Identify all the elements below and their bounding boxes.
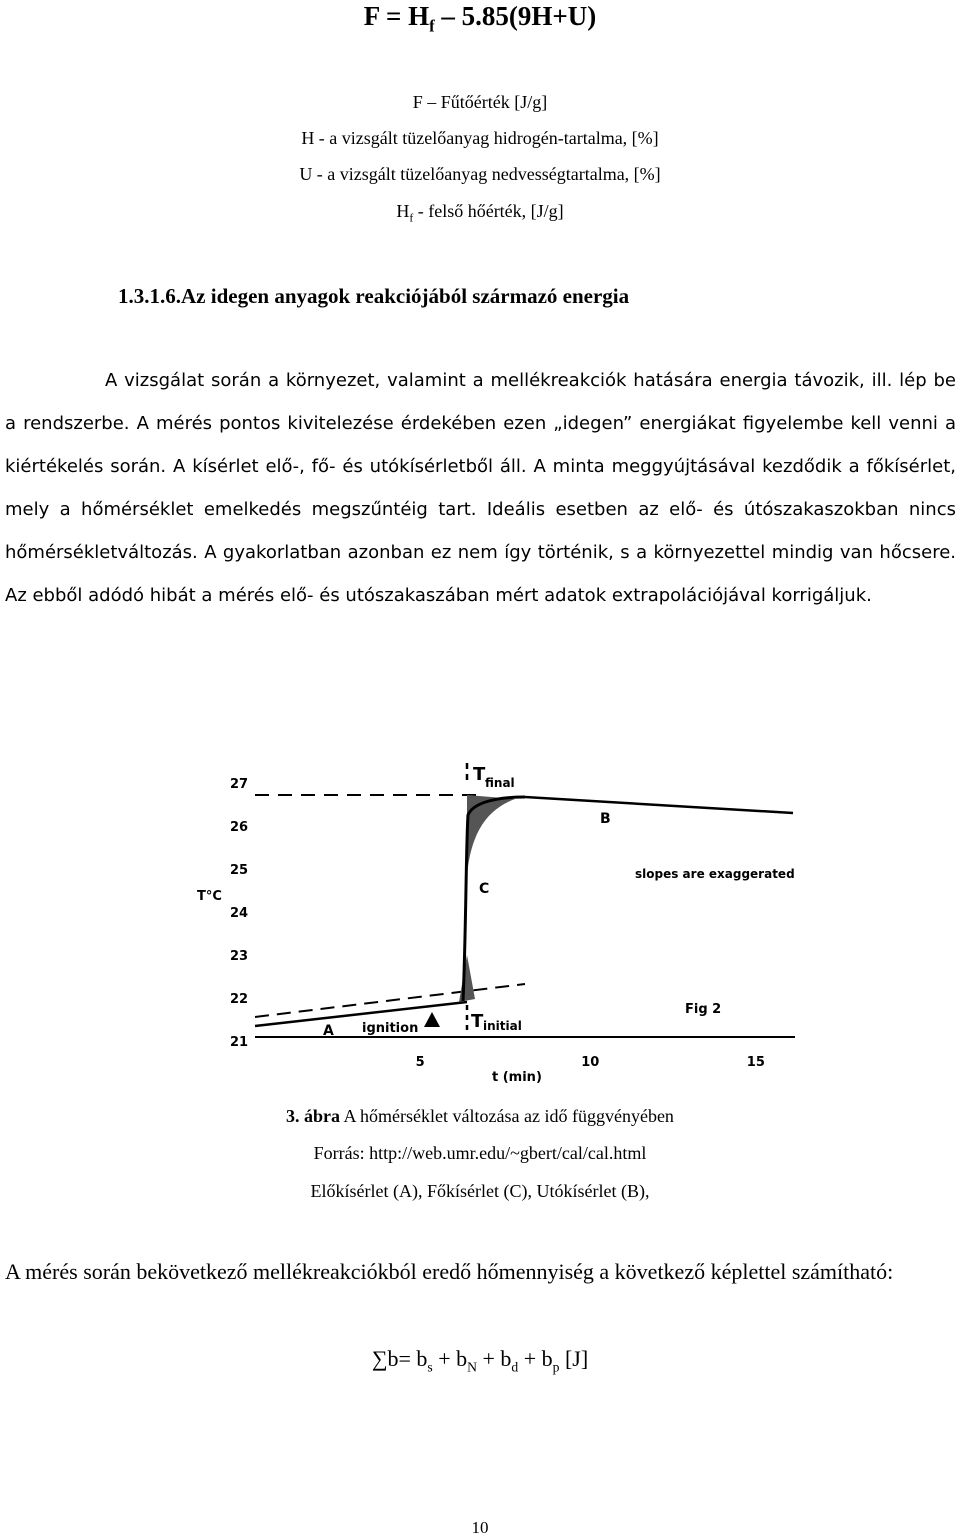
- label-ignition: ignition: [362, 1021, 419, 1036]
- y-tick-label: 22: [230, 992, 249, 1007]
- y-tick-label: 25: [230, 863, 249, 878]
- temperature-time-chart: [195, 755, 805, 1090]
- x-tick-label: 5: [415, 1055, 425, 1070]
- label-b: B: [600, 811, 611, 827]
- label-initial-sub: initial: [483, 1019, 522, 1033]
- y-axis-label: T°C: [197, 889, 222, 904]
- paragraph-calc: A mérés során bekövetkező mellékreakciókból eredő hőmennyiség a következő képlettel számítható:: [5, 1259, 894, 1284]
- sum-formula: $\sum b= b_s + b_N + b_d + b_p$ [J]: [371, 1346, 589, 1375]
- definition-u: U - a vizsgált tüzelőanyag nedvességtartalma, [%]: [299, 164, 661, 184]
- definition-h: H - a vizsgált tüzelőanyag hidrogén-tartalma, [%]: [301, 128, 659, 148]
- label-t-final: T: [473, 764, 486, 785]
- x-axis-label: t (min): [492, 1070, 542, 1085]
- ignition-marker-icon: [424, 1012, 440, 1027]
- after-period-line: [525, 797, 793, 813]
- figure-phases: Előkísérlet (A), Főkísérlet (C), Utókísérlet (B),: [310, 1181, 650, 1201]
- label-final-sub: final: [485, 776, 515, 790]
- figure-source: Forrás: http://web.umr.edu/~gbert/cal/cal.html: [313, 1143, 647, 1163]
- label-slopes-note: slopes are exaggerated: [635, 867, 795, 881]
- x-tick-label: 10: [581, 1055, 600, 1070]
- label-c: C: [479, 881, 490, 897]
- figure-caption: 3. ábra A hőmérséklet változása az idő függvényében: [286, 1106, 674, 1126]
- y-tick-label: 24: [230, 906, 249, 921]
- shaded-area-initial: [459, 955, 475, 1002]
- y-tick-label: 27: [230, 777, 249, 792]
- formula-heading: $F = H_f - 5.85(9H+U)$: [363, 1, 597, 36]
- label-fig: Fig 2: [685, 1002, 722, 1017]
- definition-hf: $H_f$ - felső hőérték, [J/g]: [396, 201, 564, 225]
- section-title: 1.3.1.6.Az idegen anyagok reakciójából származó energia: [118, 284, 630, 308]
- y-tick-label: 21: [230, 1035, 249, 1050]
- y-tick-label: 26: [230, 820, 249, 835]
- label-a: A: [323, 1023, 334, 1039]
- extrapolation-initial: [255, 984, 525, 1017]
- label-t-initial: T: [471, 1011, 484, 1032]
- definition-f: F – Fűtőérték [J/g]: [412, 92, 548, 112]
- page-number: 10: [471, 1518, 489, 1537]
- y-tick-label: 23: [230, 949, 249, 964]
- x-tick-label: 15: [746, 1055, 765, 1070]
- paragraph-intro: A vizsgálat során a környezet, valamint a mellékreakciók hatására energia távozik, ill. lép be a rendszerbe. A mérés pontos kivitelezése érdekében ezen „idegen” energiákat figyelembe kell venni a kiértékelés során. A kísérlet elő-, fő- és utókísérletből áll. A minta meggyújtásával kezdődik a főkísérlet, mely a hőmérséklet emelkedés megszűntéig tart. Ideális esetben az elő- és útószakaszokban nincs hőmérsékletváltozás. A gyakorlatban azonban ez nem így történik, s a környezettel mindig van hőcsere. Az ebből adódó hibát a mérés elő- és utószakaszában mért adatok extrapolációjával korrigáljuk.: [5, 370, 956, 606]
